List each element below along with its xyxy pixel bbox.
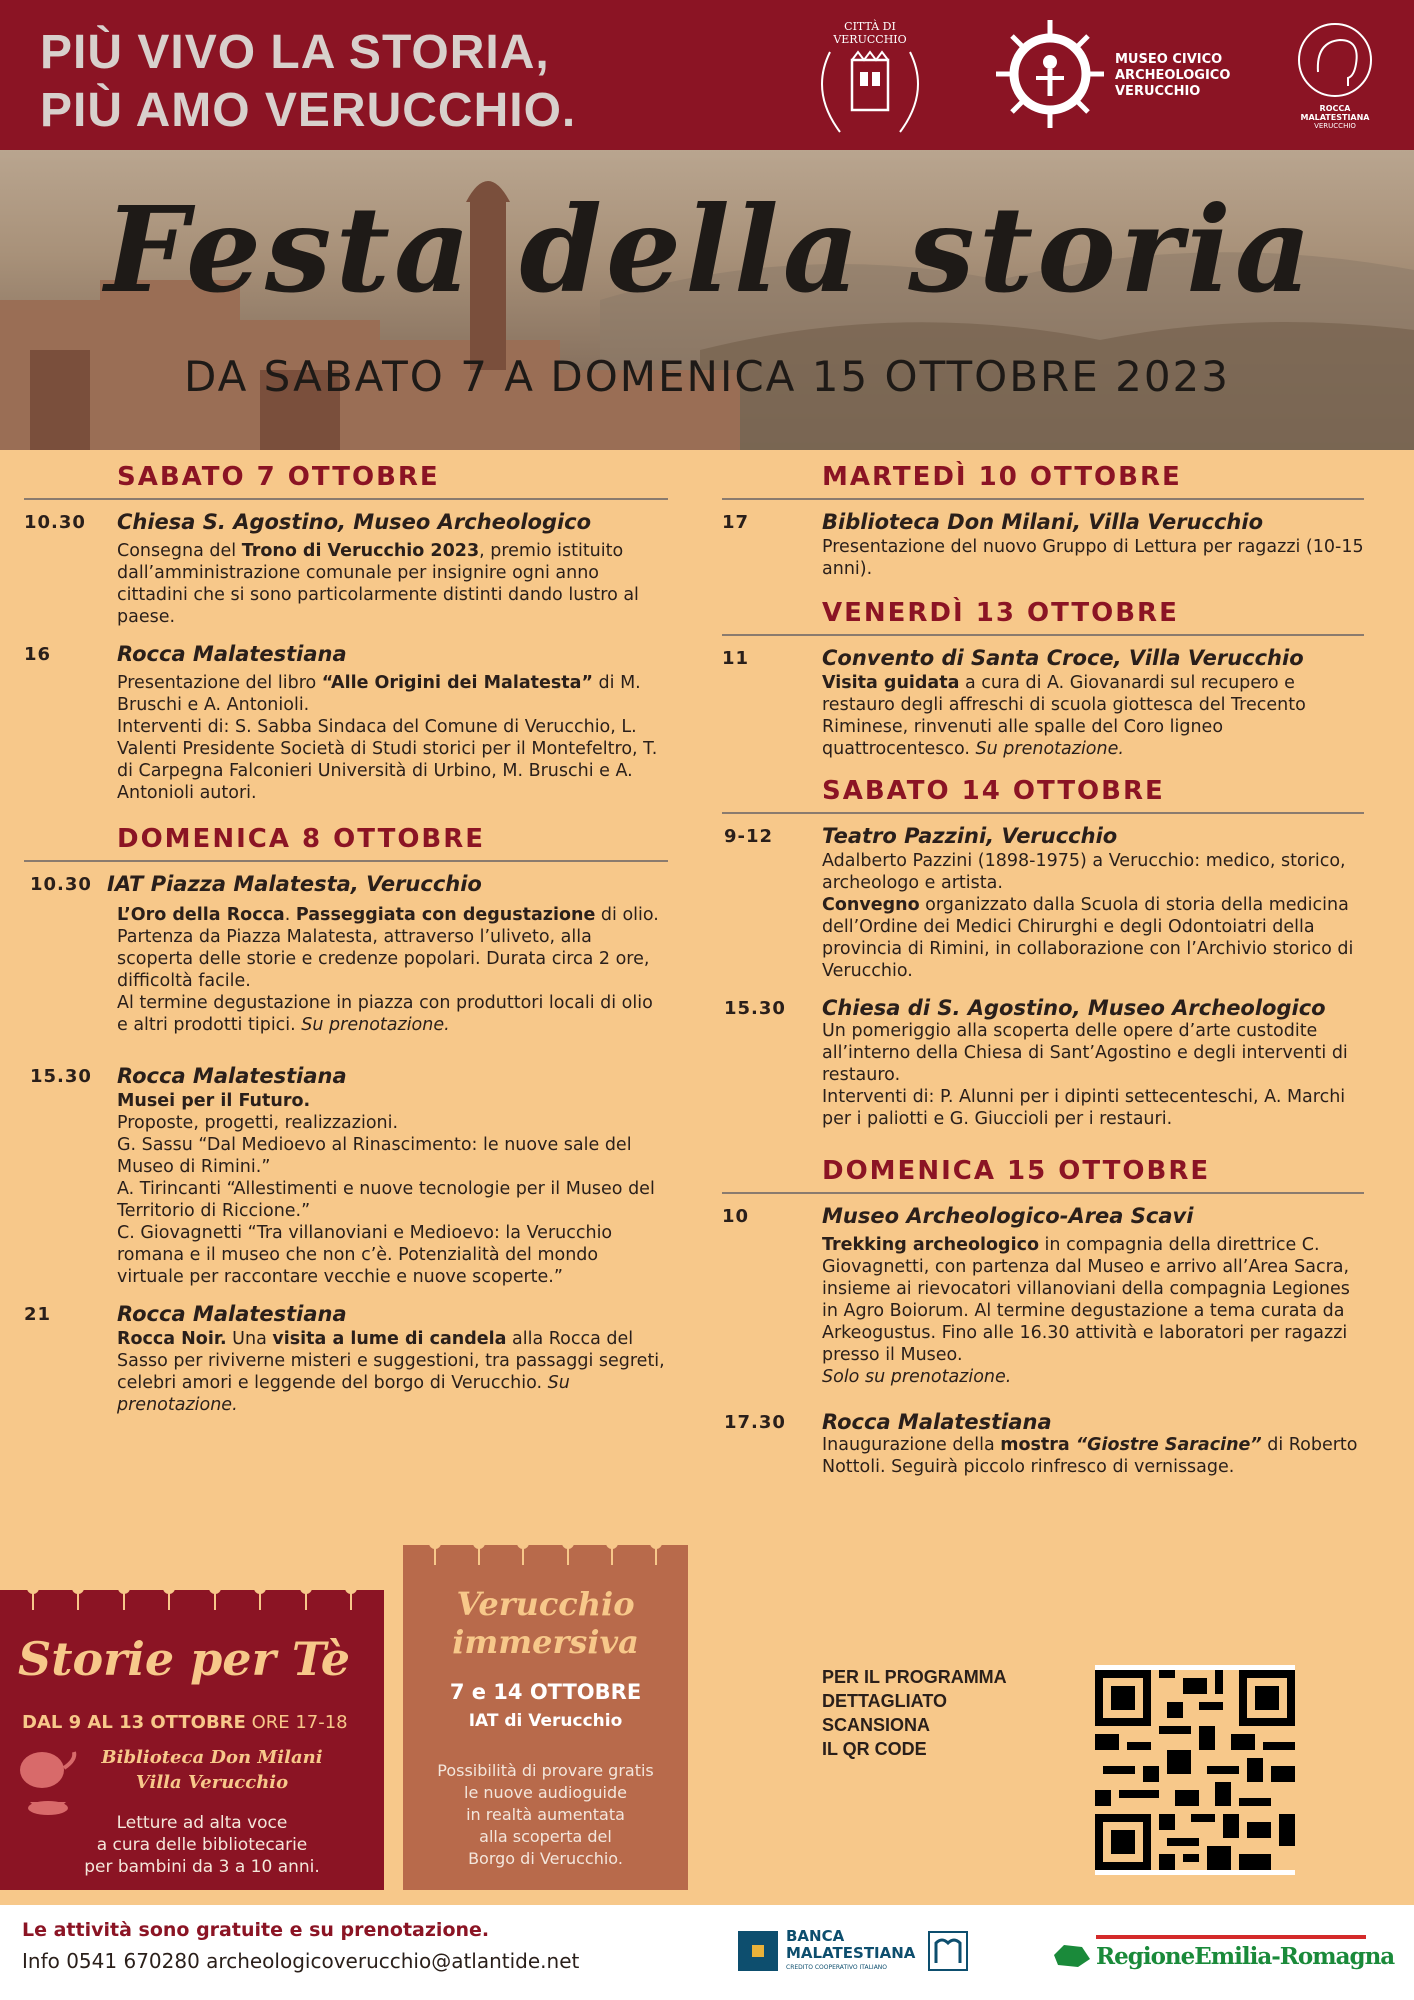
bank-logo: BANCA MALATESTIANA CREDITO COOPERATIVO ITALIANO (738, 1927, 978, 1979)
festival-title: Festa della storia (104, 180, 1316, 319)
event-description: L’Oro della Rocca. Passeggiata con degustazione di olio. Partenza da Piazza Malatesta, attraverso l’uliveto, alla scoperta delle storie e credenze popolari. Durata circa 2 ore, difficoltà facile. Al termine degustazione in piazza con produttori locali di olio e altri prodotti tipici. Su prenotazione. (117, 905, 659, 1035)
event-place: Museo Archeologico-Area Scavi (822, 1204, 1194, 1228)
box-title: Verucchio (456, 1585, 635, 1623)
header-banner (0, 0, 1414, 150)
box-text: Possibilità di provare gratis le nuove audioguide in realtà aumentata alla scoperta del Borgo di Verucchio. (437, 1761, 654, 1868)
region-stripe (1096, 1935, 1366, 1939)
bank-monogram-icon (928, 1931, 968, 1971)
day-heading-sun-8: DOMENICA 8 OTTOBRE (24, 824, 668, 862)
event-time: 10 (722, 1206, 750, 1227)
event-item (24, 642, 668, 804)
event-time: 15.30 (30, 1066, 92, 1087)
event-place: Chiesa di S. Agostino, Museo Archeologico (822, 996, 1326, 1020)
event-item (722, 510, 1364, 580)
qr-code[interactable] (1095, 1665, 1295, 1875)
event-place: IAT Piazza Malatesta, Verucchio (107, 872, 482, 896)
event-place: Teatro Pazzini, Verucchio (822, 824, 1118, 848)
event-time: 9-12 (724, 826, 774, 847)
event-item (24, 510, 668, 628)
day-heading-sat-14: SABATO 14 OTTOBRE (722, 776, 1364, 814)
storie-per-te-box (0, 1590, 384, 1890)
region-logo: RegioneEmilia-Romagna (1052, 1933, 1372, 1977)
box-place: Biblioteca Don Milani (101, 1747, 323, 1768)
day-heading-tue-10: MARTEDÌ 10 OTTOBRE (722, 462, 1364, 500)
elephant-icon (1290, 20, 1380, 100)
event-description: Trekking archeologico in compagnia della direttrice C. Giovagnetti, con partenza dal Museo e arrivo all’Area Sacra, insieme ai rievocatori villanoviani della compagnia Legiones in Agro Boiorum. Al termine degustazione a tema curata da Arkeogustus. Fino alle 16.30 attività e laboratori per ragazzi presso il Museo. Solo su prenotazione. (822, 1235, 1350, 1387)
box-title: Storie per Tè (18, 1632, 351, 1686)
footer-note: Le attività sono gratuite e su prenotazione. (22, 1919, 490, 1941)
event-description: Presentazione del nuovo Gruppo di Lettura per ragazzi (10-15 anni). (822, 537, 1364, 579)
event-place: Rocca Malatestiana (822, 1410, 1052, 1434)
bank-square-icon (738, 1931, 778, 1971)
event-item (24, 1302, 668, 1416)
event-item (722, 996, 1364, 1130)
day-heading-fri-13: VENERDÌ 13 OTTOBRE (722, 598, 1364, 636)
day-heading-sat-7: SABATO 7 OTTOBRE (24, 462, 668, 500)
event-description: Un pomeriggio alla scoperta delle opere d’arte custodite all’interno della Chiesa di Sant’Agostino e degli interventi di restauro. Interventi di: P. Alunni per i dipinti settecenteschi, A. Marchi per i paliotti e G. Giuccioli per i restauri. (822, 1021, 1348, 1129)
event-place: Biblioteca Don Milani, Villa Verucchio (822, 510, 1263, 534)
event-item (722, 646, 1364, 760)
hero-banner (0, 150, 1414, 450)
program-right-column (722, 462, 1364, 1492)
event-description: Musei per il Futuro. Proposte, progetti, realizzazioni. G. Sassu “Dal Medioevo al Rinascimento: le nuove sale del Museo di Rimini.” A. Tirincanti “Allestimenti e nuove tecnologie per il Museo del Territorio di Riccione.” C. Giovagnetti “Tra villanoviani e Medioevo: la Verucchio romana e il museo che non c’è. Potenzialità del mondo virtuale per raccontare vecchie e nuove scoperte.” (117, 1091, 655, 1287)
event-time: 17 (722, 512, 750, 533)
program-left-column (24, 462, 668, 1430)
event-description: Inaugurazione della mostra “Giostre Saracine” di Roberto Nottoli. Seguirà piccolo rinfresco di vernissage. (822, 1435, 1358, 1477)
verucchio-immersiva-box (403, 1545, 688, 1890)
event-description: Visita guidata a cura di A. Giovanardi sul recupero e restauro degli affreschi di scuola giottesca del Trecento Riminese, rinvenuti alle spalle del Coro ligneo quattrocentesco. Su prenotazione. (822, 673, 1306, 759)
footer-contact[interactable]: Info 0541 670280 archeologicoverucchio@atlantide.net (22, 1949, 580, 1973)
event-description: Consegna del Trono di Verucchio 2023, premio istituito dall’amministrazione comunale per insignire ogni anno cittadini che si sono particolarmente distinti dando lustro al paese. (117, 541, 639, 627)
day-heading-sun-15: DOMENICA 15 OTTOBRE (722, 1156, 1364, 1194)
event-time: 21 (24, 1304, 52, 1325)
museum-sun-icon (990, 14, 1110, 134)
box-place: IAT di Verucchio (468, 1711, 623, 1731)
festival-dates: DA SABATO 7 A DOMENICA 15 OTTOBRE 2023 (184, 352, 1230, 401)
event-description: Rocca Noir. Una visita a lume di candela alla Rocca del Sasso per riviverne misteri e suggestioni, tra passaggi segreti, celebri amori e leggende del borgo di Verucchio. Su prenotazione. (117, 1329, 665, 1415)
qr-instructions: PER IL PROGRAMMA DETTAGLIATO SCANSIONA IL QR CODE (822, 1667, 1007, 1759)
box-title-2: immersiva (452, 1623, 639, 1661)
museum-logo-text: MUSEO CIVICO ARCHEOLOGICO VERUCCHIO (1115, 52, 1231, 99)
event-place: Rocca Malatestiana (117, 1302, 347, 1326)
rocca-logo: ROCCA MALATESTIANA VERUCCHIO (1290, 20, 1380, 140)
event-time: 10.30 (30, 874, 92, 895)
slogan-line-1: PIÙ VIVO LA STORIA, (40, 26, 550, 79)
event-time: 15.30 (724, 998, 786, 1019)
region-map-icon (1052, 1937, 1092, 1973)
event-place: Rocca Malatestiana (117, 642, 347, 666)
slogan-line-2: PIÙ AMO VERUCCHIO. (40, 84, 577, 137)
event-time: 17.30 (724, 1412, 786, 1433)
event-time: 10.30 (24, 512, 86, 533)
city-logo-text: CITTÀ DI VERUCCHIO (833, 20, 907, 46)
event-time: 16 (24, 644, 52, 665)
event-item (722, 1204, 1364, 1388)
event-place: Rocca Malatestiana (117, 1064, 347, 1088)
box-place-2: Villa Verucchio (135, 1772, 289, 1793)
event-description: Adalberto Pazzini (1898-1975) a Verucchio: medico, storico, archeologo e artista. Convegno organizzato dalla Scuola di storia della medicina dell’Ordine dei Medici Chirurghi e degli Odontoiatri della provincia di Rimini, in collaborazione con l’Archivio storico di Verucchio. (822, 851, 1354, 981)
box-dates: DAL 9 AL 13 OTTOBRE ORE 17-18 (22, 1712, 348, 1733)
event-place: Convento di Santa Croce, Villa Verucchio (822, 646, 1304, 670)
city-logo (800, 12, 940, 137)
slogan (40, 24, 576, 140)
event-item (24, 872, 668, 1036)
event-description: Presentazione del libro “Alle Origini dei Malatesta” di M. Bruschi e A. Antonioli. Interventi di: S. Sabba Sindaca del Comune di Verucchio, L. Valenti Presidente Società di Studi storici per il Montefeltro, T. di Carpegna Falconieri Università di Urbino, M. Bruschi e A. Antonioli autori. (117, 673, 658, 803)
event-item (24, 1064, 668, 1288)
event-place: Chiesa S. Agostino, Museo Archeologico (117, 510, 592, 534)
event-item (722, 1410, 1364, 1478)
box-dates: 7 e 14 OTTOBRE (449, 1680, 642, 1704)
event-item (722, 824, 1364, 982)
hanging-lights (403, 1537, 688, 1567)
hanging-lights (0, 1582, 384, 1612)
qr-code-icon (1095, 1665, 1295, 1875)
museum-logo (990, 14, 1110, 134)
box-text: Letture ad alta voce a cura delle bibliotecarie per bambini da 3 a 10 anni. (84, 1813, 320, 1877)
event-time: 11 (722, 648, 750, 669)
footer (0, 1905, 1414, 2000)
